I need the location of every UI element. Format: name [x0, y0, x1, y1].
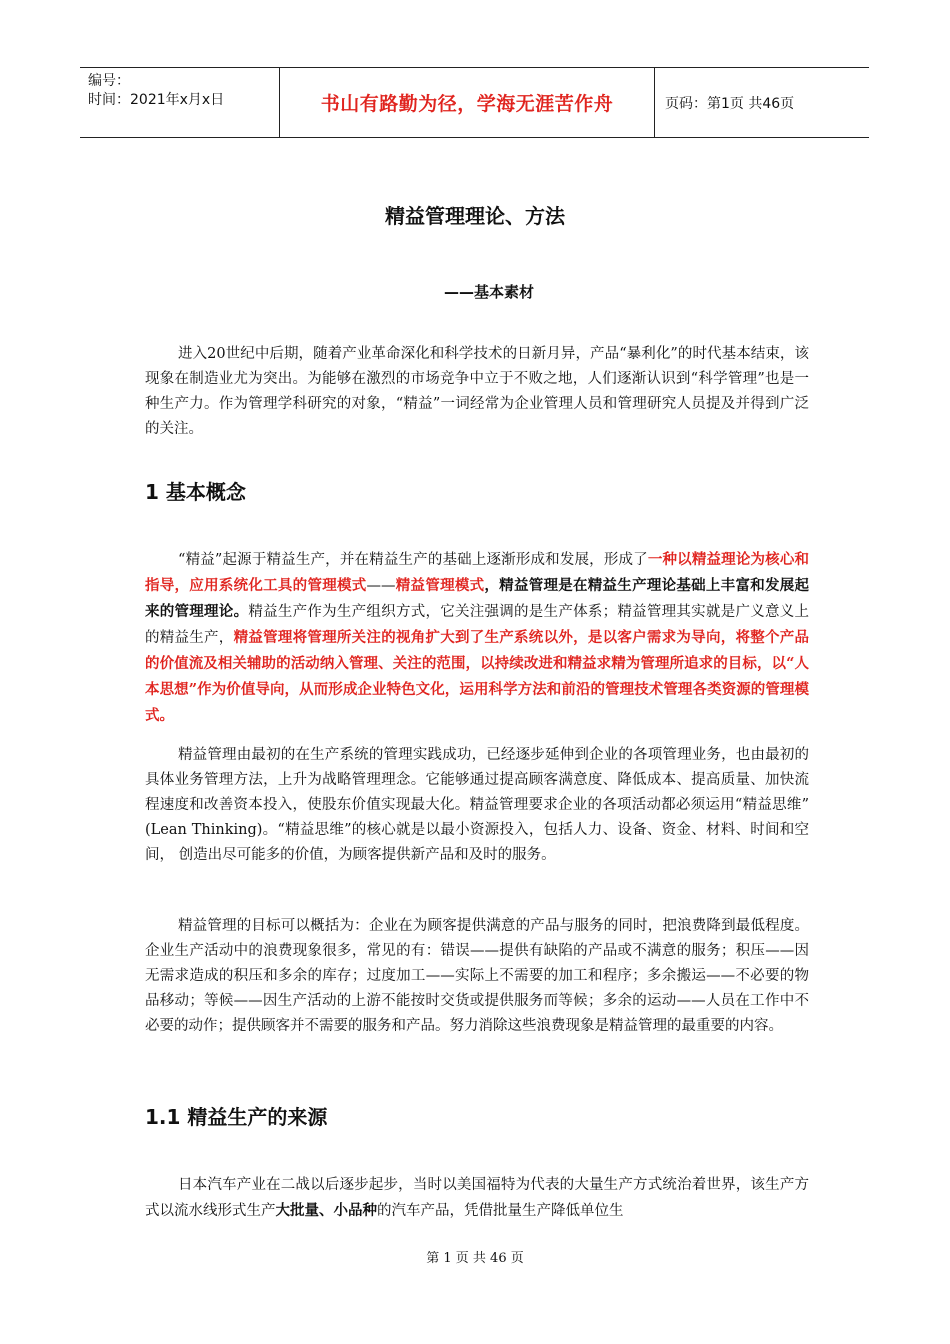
- paragraph-lean-goals: 精益管理的目标可以概括为：企业在为顾客提供满意的产品与服务的同时，把浪费降到最低程度。企业生产活动中的浪费现象很多，常见的有：错误——提供有缺陷的产品或不满意的服务；积压——因无需求造成的积压和多余的库存；过度加工——实际上不需要的加工和程序；多余搬运——不必要的物品移动；等候——因生产活动的上游不能按时交货或提供服务而等候；多余的运动——人员在工作中不必要的动作；提供顾客并不需要的服务和产品。努力消除这些浪费现象是精益管理的最重要的内容。: [145, 918, 809, 1034]
- page-footer: 第 1 页 共 46 页: [426, 1251, 524, 1266]
- text-run: “精益”起源于精益生产，并在精益生产的基础上逐渐形成和发展，形成了: [178, 552, 648, 568]
- paragraph-lean-origin: [145, 547, 809, 729]
- header-page-info: 页码：第1页 共46页: [665, 95, 795, 112]
- date-label: 时间：2021年x月x日: [88, 92, 225, 108]
- paragraph-lean-management: 精益管理由最初的在生产系统的管理实践成功，已经逐步延伸到企业的各项管理业务，也由最初的具体业务管理方法，上升为战略管理理念。它能够通过提高顾客满意度、降低成本、提高质量、加快流程速度和改善资本投入，使股东价值实现最大化。精益管理要求企业的各项活动都必须运用“精益思维” (Lean Thinking)。“精益思维”的核心就是以最小资源投入，包括人力、设备、资金、材料、时间和空间， 创造出尽可能多的价值，为顾客提供新产品和及时的服务。: [145, 747, 809, 863]
- highlight-run: 一种以精益理论为核心和指导，应用系统化工具的管理模式: [145, 551, 809, 594]
- text-run: 日本汽车产业在二战以后逐步起步，当时以美国福特为代表的大量生产方式统治着世界，该生产方式以流水线形式生产: [145, 1177, 809, 1219]
- text-run: 精益生产作为生产组织方式，它关注强调的是生产体系；精益管理其实就是广义意义上的精益生产，: [145, 604, 810, 646]
- document-subtitle: ——基本素材: [444, 283, 535, 301]
- paragraph-intro: 进入20世纪中后期，随着产业革命深化和科学技术的日新月异，产品“暴利化”的时代基本结束，该现象在制造业尤为突出。为能够在激烈的市场竞争中立于不败之地，人们逐渐认识到“科学管理”也是一种生产力。作为管理学科研究的对象，“精益”一词经常为企业管理人员和管理研究人员提及并得到广泛的关注。: [145, 346, 809, 437]
- paragraph-lean-source: [145, 1173, 809, 1224]
- bold-run: 大批量、小品种: [275, 1202, 377, 1219]
- section-heading-1-1: 1.1 精益生产的来源: [145, 1105, 328, 1129]
- text-run: ，: [484, 577, 500, 594]
- header-motto: 书山有路勤为径，学海无涯苦作舟: [280, 68, 655, 137]
- highlight-run: 精益管理将管理所关注的视角扩大到了生产系统以外，是以客户需求为导向，将整个产品的价值流及相关辅助的活动纳入管理、关注的范围，以持续改进和精益求精为管理所追求的目标，以“人本思想”作为价值导向，从而形成企业特色文化，运用科学方法和前沿的管理技术管理各类资源的管理模式。: [145, 629, 810, 724]
- header-meta: [80, 68, 280, 137]
- text-run: 的汽车产品，凭借批量生产降低单位生: [377, 1203, 624, 1219]
- bold-run: 精益管理是在精益生产理论基础上丰富和发展起来的管理理论。: [145, 577, 810, 620]
- document-title: 精益管理理论、方法: [385, 204, 565, 228]
- text-run: ——: [366, 578, 396, 594]
- document-header: [80, 67, 869, 138]
- highlight-run: 精益管理模式: [395, 577, 485, 594]
- number-label: 编号：: [88, 73, 130, 89]
- section-heading-1: 1 基本概念: [145, 480, 246, 504]
